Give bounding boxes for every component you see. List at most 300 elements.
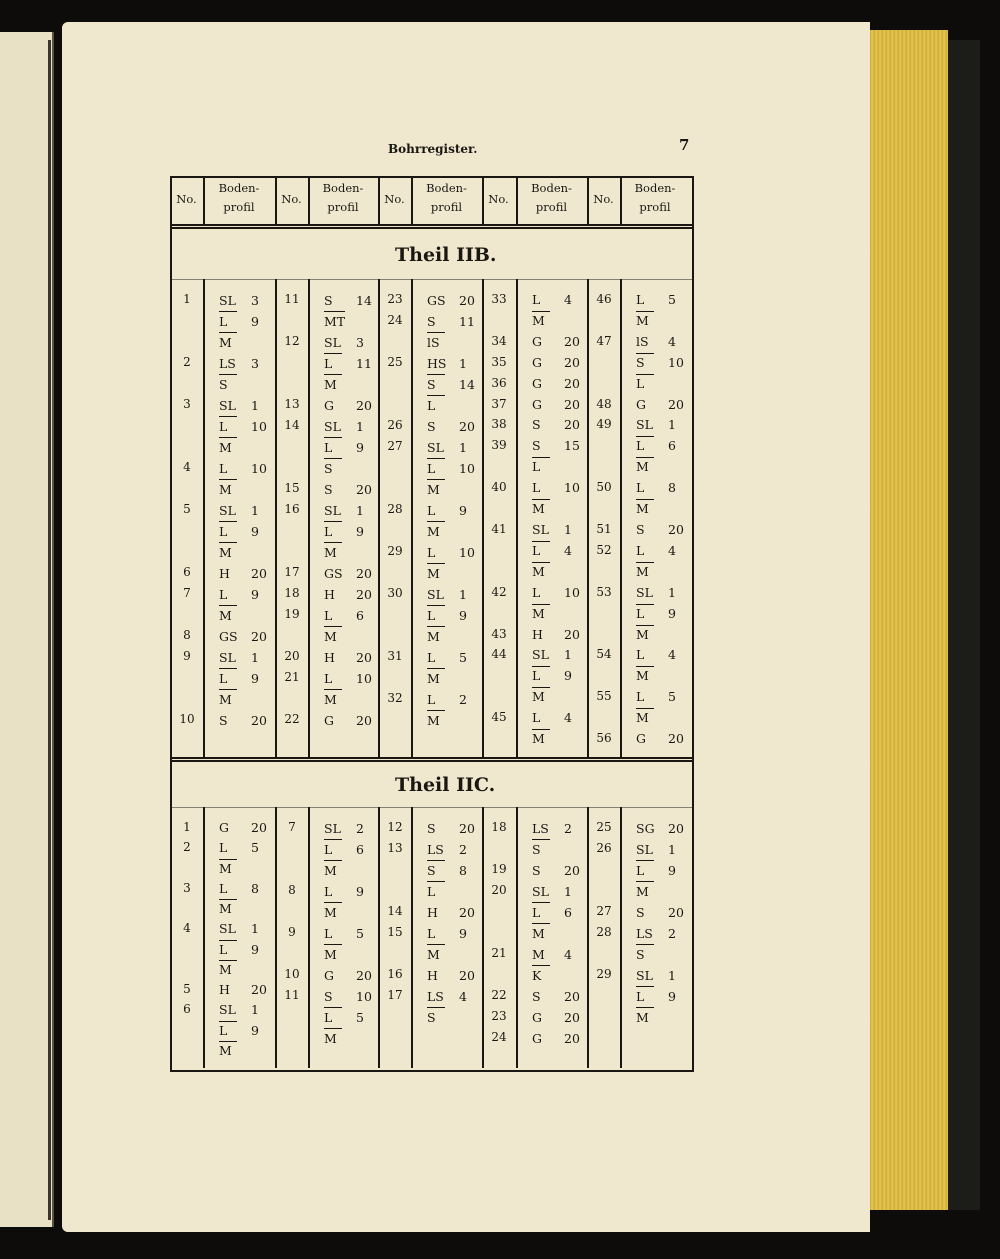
layer-soil-type: SL: [636, 968, 653, 983]
layer-depth: 1: [251, 398, 259, 413]
layer-soil-type: M: [427, 563, 445, 583]
entry-number: 21: [491, 946, 507, 960]
profile-layer: [219, 584, 259, 605]
layer-soil-type: G: [324, 398, 334, 413]
profile-layer: [636, 499, 676, 520]
profile-layer: [219, 626, 267, 647]
layer-soil-type: SL: [324, 419, 341, 434]
layer-depth: 5: [459, 650, 467, 665]
layer-soil-type: SL: [219, 293, 236, 308]
profile-layer: [532, 625, 580, 646]
column-header-profil-line-1: Boden-: [426, 181, 467, 195]
profile-layer: [532, 353, 580, 374]
entry-number: 43: [491, 626, 507, 641]
layer-soil-type: SL: [427, 440, 444, 455]
profile-layer: [219, 479, 267, 500]
layer-soil-type: L: [532, 902, 550, 922]
soil-profile: [427, 923, 467, 965]
soil-profile: [324, 563, 372, 584]
profile-layer: [219, 290, 259, 311]
entry-number: 5: [183, 982, 191, 996]
soil-profile: [532, 645, 572, 708]
entry-number: 3: [183, 880, 191, 895]
layer-soil-type: S: [636, 905, 645, 920]
profile-layer: [427, 332, 475, 353]
layer-depth: 20: [564, 989, 580, 1004]
profile-layer: [324, 668, 372, 689]
profile-layer: [636, 818, 684, 839]
layer-depth: 10: [668, 354, 684, 370]
layer-soil-type: H: [427, 905, 438, 920]
profile-layer: [427, 437, 475, 458]
layer-soil-type: G: [324, 968, 334, 983]
profile-layer: [324, 521, 364, 542]
layer-depth: 20: [251, 629, 267, 644]
column-header-profil-line-1: Boden-: [218, 181, 260, 195]
profile-layer: [324, 818, 364, 839]
layer-soil-type: M: [324, 944, 342, 964]
entry-number: 26: [387, 418, 403, 432]
layer-soil-type: M: [219, 899, 237, 918]
layer-soil-type: L: [219, 880, 228, 896]
layer-depth: 3: [356, 335, 364, 350]
profile-layer: [636, 332, 684, 353]
soil-profile: [219, 626, 267, 647]
layer-soil-type: L: [427, 881, 445, 901]
profile-layer: [636, 923, 676, 944]
layer-soil-type: SL: [532, 647, 549, 663]
entry-number: 20: [491, 883, 507, 897]
layer-depth: 3: [251, 293, 259, 308]
entry-number: 23: [491, 1009, 507, 1023]
layer-soil-type: G: [532, 1010, 542, 1025]
layer-depth: 6: [668, 438, 676, 454]
layer-soil-type: SL: [219, 921, 236, 937]
profile-layer: [324, 689, 372, 710]
layer-soil-type: S: [219, 374, 237, 394]
entry-number: 46: [596, 292, 612, 306]
layer-soil-type: M: [427, 668, 445, 688]
layer-soil-type: M: [532, 499, 550, 519]
profile-layer: [636, 881, 676, 902]
layer-depth: 1: [564, 522, 572, 537]
profile-layer: [532, 311, 572, 332]
profile-layer: [427, 860, 467, 881]
profile-layer: [219, 395, 267, 416]
profile-layer: [427, 881, 467, 902]
soil-profile: [324, 881, 364, 923]
profile-layer: [427, 374, 475, 395]
layer-soil-type: M: [532, 923, 550, 943]
soil-profile: [324, 416, 364, 479]
layer-soil-type: SL: [532, 522, 549, 537]
layer-depth: 6: [564, 905, 572, 920]
soil-profile: [219, 647, 259, 710]
layer-depth: 20: [459, 968, 475, 983]
layer-depth: 9: [668, 863, 676, 878]
profile-layer: [219, 437, 267, 458]
profile-layer: [324, 563, 372, 584]
soil-profile: [532, 881, 572, 944]
profile-layer: [532, 729, 572, 750]
soil-profile: [532, 478, 580, 520]
soil-profile: [219, 584, 259, 626]
profile-layer: [219, 689, 259, 710]
layer-soil-type: H: [427, 968, 438, 983]
entry-number: 24: [491, 1030, 507, 1044]
soil-profile: [532, 395, 580, 416]
layer-soil-type: L: [532, 457, 550, 477]
layer-soil-type: G: [219, 820, 229, 835]
layer-soil-type: M: [427, 944, 445, 964]
layer-depth: 2: [356, 821, 364, 836]
profile-layer: [532, 986, 580, 1007]
soil-profile: [324, 395, 372, 416]
profile-layer: [219, 416, 267, 437]
layer-depth: 1: [251, 503, 259, 518]
soil-profile: [532, 860, 580, 881]
profile-layer: [636, 436, 676, 457]
layer-soil-type: L: [636, 986, 654, 1006]
profile-layer: [324, 353, 372, 374]
profile-layer: [427, 986, 467, 1007]
soil-profile: [324, 500, 364, 563]
layer-depth: 20: [668, 905, 684, 920]
layer-depth: 20: [459, 905, 475, 920]
profile-layer: [636, 562, 676, 583]
profile-layer: [532, 541, 572, 562]
layer-depth: 20: [564, 396, 580, 412]
layer-depth: 5: [251, 840, 259, 856]
layer-soil-type: S: [427, 860, 445, 880]
layer-soil-type: M: [219, 479, 237, 499]
layer-soil-type: M: [636, 625, 654, 645]
layer-soil-type: M: [636, 1007, 654, 1027]
profile-layer: [532, 666, 572, 687]
layer-depth: 6: [356, 842, 364, 857]
entry-number: 2: [183, 355, 191, 369]
profile-layer: [427, 500, 467, 521]
soil-profile: [427, 584, 467, 647]
entry-number: 19: [284, 607, 300, 621]
profile-layer: [427, 416, 475, 437]
entry-number: 1: [183, 820, 191, 834]
profile-layer: [636, 860, 676, 881]
entry-number: 48: [596, 396, 612, 411]
profile-layer: [532, 332, 580, 353]
profile-layer: [219, 458, 267, 479]
column-header-no: No.: [176, 192, 197, 206]
layer-depth: 20: [356, 650, 372, 665]
layer-depth: 5: [356, 926, 364, 941]
layer-soil-type: M: [219, 859, 237, 878]
profile-layer: [324, 584, 372, 605]
layer-depth: 11: [459, 314, 475, 329]
layer-soil-type: L: [219, 461, 228, 476]
soil-profile: [636, 687, 676, 729]
layer-soil-type: S: [324, 482, 333, 497]
layer-depth: 20: [251, 713, 267, 728]
layer-depth: 9: [459, 926, 467, 941]
profile-layer: [324, 395, 372, 416]
profile-layer: [324, 860, 364, 881]
layer-soil-type: G: [532, 354, 542, 370]
layer-soil-type: SL: [636, 417, 653, 433]
profile-layer: [427, 542, 475, 563]
layer-depth: 1: [356, 503, 364, 518]
soil-profile: [636, 645, 676, 687]
layer-soil-type: M: [636, 457, 654, 477]
entry-number: 5: [183, 502, 191, 516]
layer-depth: 8: [668, 480, 676, 496]
layer-soil-type: LS: [532, 821, 549, 836]
layer-soil-type: M: [636, 666, 654, 686]
soil-profile: [532, 353, 580, 374]
profile-layer: [324, 710, 372, 731]
layer-soil-type: S: [324, 458, 342, 478]
entry-number: 6: [183, 1002, 191, 1017]
layer-soil-type: L: [636, 647, 645, 663]
layer-soil-type: L: [427, 458, 445, 478]
layer-soil-type: L: [532, 710, 541, 726]
entry-number: 22: [284, 712, 300, 726]
section-title: Theil IIC.: [395, 774, 496, 796]
layer-soil-type: L: [219, 587, 228, 602]
column-divider: [411, 807, 413, 1068]
layer-soil-type: S: [427, 374, 445, 394]
soil-profile: [324, 647, 372, 668]
layer-soil-type: M: [427, 521, 445, 541]
layer-depth: 1: [564, 647, 572, 663]
column-header-no: No.: [384, 192, 405, 206]
profile-layer: [636, 415, 676, 436]
entry-number: 7: [183, 586, 191, 600]
profile-layer: [219, 859, 259, 879]
layer-soil-type: S: [427, 821, 436, 836]
layer-soil-type: SL: [427, 587, 444, 602]
layer-soil-type: H: [532, 626, 543, 642]
layer-depth: 20: [668, 396, 684, 412]
layer-depth: 1: [251, 650, 259, 665]
gilded-page-edges: [870, 30, 948, 1210]
layer-soil-type: L: [636, 689, 645, 705]
layer-depth: 9: [251, 314, 259, 329]
profile-layer: [219, 818, 267, 838]
soil-profile: [636, 478, 676, 520]
entry-number: 29: [387, 544, 403, 558]
column-header-no: No.: [281, 192, 302, 206]
layer-depth: 4: [564, 710, 572, 726]
entry-number: 24: [387, 313, 403, 327]
profile-layer: [427, 818, 475, 839]
layer-soil-type: lS: [636, 333, 649, 349]
layer-soil-type: M: [324, 902, 342, 922]
layer-depth: 1: [459, 356, 467, 371]
layer-depth: 20: [459, 419, 475, 434]
soil-profile: [427, 290, 475, 311]
layer-depth: 4: [564, 542, 572, 558]
profile-layer: [324, 965, 372, 986]
layer-depth: 9: [668, 605, 676, 621]
layer-soil-type: M: [532, 604, 550, 624]
layer-soil-type: M: [636, 562, 654, 582]
entry-number: 9: [288, 925, 296, 939]
soil-profile: [636, 583, 676, 646]
layer-soil-type: H: [219, 982, 230, 997]
layer-depth: 10: [564, 584, 580, 600]
layer-soil-type: M: [636, 499, 654, 519]
entry-number: 33: [491, 292, 507, 306]
column-divider: [308, 279, 310, 757]
entry-number: 19: [491, 862, 507, 876]
column-header-profil: [308, 179, 378, 217]
layer-depth: 1: [356, 419, 364, 434]
layer-soil-type: M: [636, 311, 654, 331]
layer-soil-type: L: [324, 608, 333, 623]
profile-layer: [532, 839, 572, 860]
column-header-no: No.: [488, 192, 509, 206]
profile-layer: [427, 395, 475, 416]
layer-depth: 4: [564, 947, 572, 962]
layer-soil-type: S: [324, 989, 333, 1004]
soil-profile: [219, 395, 267, 458]
layer-soil-type: L: [532, 541, 550, 561]
layer-depth: 9: [356, 440, 364, 455]
soil-profile: [324, 605, 364, 647]
layer-soil-type: L: [636, 480, 645, 496]
entry-number: 51: [596, 522, 612, 536]
layer-depth: 9: [356, 524, 364, 539]
entry-number: 38: [491, 417, 507, 432]
layer-depth: 20: [564, 1010, 580, 1025]
profile-layer: [427, 668, 467, 689]
layer-soil-type: SL: [324, 335, 341, 350]
soil-profile: [636, 415, 676, 478]
profile-layer: [324, 986, 372, 1007]
layer-depth: 2: [459, 692, 467, 707]
profile-layer: [219, 1021, 259, 1041]
soil-profile: [427, 986, 467, 1028]
profile-layer: [219, 332, 259, 353]
soil-profile: [636, 818, 684, 839]
column-header-profil-line-2: profil: [430, 200, 463, 214]
profile-layer: [532, 583, 580, 604]
profile-layer: [427, 965, 475, 986]
layer-depth: 11: [356, 356, 372, 371]
entry-number: 18: [284, 586, 300, 600]
profile-layer: [324, 902, 364, 923]
layer-depth: 20: [459, 821, 475, 836]
entry-number: 23: [387, 292, 403, 306]
layer-depth: 20: [356, 566, 372, 581]
soil-profile: [219, 879, 259, 920]
profile-layer: [324, 416, 364, 437]
layer-depth: 5: [356, 1010, 364, 1025]
profile-layer: [324, 542, 364, 563]
layer-soil-type: M: [532, 311, 550, 331]
entry-number: 35: [491, 354, 507, 369]
entry-number: 27: [387, 439, 403, 453]
layer-depth: 10: [356, 989, 372, 1004]
layer-depth: 20: [668, 731, 684, 747]
layer-soil-type: G: [324, 713, 334, 728]
soil-profile: [427, 689, 467, 731]
layer-soil-type: S: [532, 989, 541, 1004]
layer-soil-type: M: [219, 332, 237, 352]
layer-soil-type: LS: [427, 989, 444, 1004]
layer-soil-type: M: [324, 689, 342, 709]
layer-depth: 20: [459, 293, 475, 308]
layer-depth: 1: [668, 584, 676, 600]
soil-profile: [532, 332, 580, 353]
soil-profile: [427, 902, 475, 923]
profile-layer: [532, 687, 572, 708]
layer-depth: 2: [459, 842, 467, 857]
layer-soil-type: L: [636, 860, 654, 880]
column-divider: [275, 279, 277, 757]
profile-layer: [219, 960, 259, 980]
layer-depth: 20: [564, 1031, 580, 1046]
layer-depth: 1: [251, 921, 259, 937]
layer-soil-type: SL: [219, 650, 236, 665]
column-divider: [587, 279, 589, 757]
layer-soil-type: G: [636, 396, 646, 412]
soil-profile: [219, 353, 259, 395]
profile-layer: [219, 1000, 259, 1020]
profile-layer: [636, 687, 676, 708]
profile-layer: [427, 353, 475, 374]
column-header-no: No.: [593, 192, 614, 206]
layer-depth: 1: [459, 440, 467, 455]
soil-profile: [532, 290, 572, 332]
soil-profile: [427, 353, 475, 416]
entry-number: 31: [387, 649, 403, 663]
entry-number: 49: [596, 417, 612, 432]
layer-depth: 9: [251, 587, 259, 602]
layer-soil-type: SL: [532, 884, 549, 899]
layer-soil-type: L: [427, 650, 436, 665]
layer-soil-type: L: [636, 292, 645, 307]
entry-number: 37: [491, 396, 507, 411]
layer-depth: 4: [668, 333, 676, 349]
layer-soil-type: H: [324, 650, 335, 665]
soil-profile: [427, 839, 467, 902]
profile-layer: [636, 1007, 676, 1028]
entry-number: 50: [596, 480, 612, 495]
entry-number: 18: [491, 820, 507, 834]
profile-layer: [324, 458, 364, 479]
layer-soil-type: S: [636, 353, 654, 373]
profile-layer: [219, 311, 259, 332]
entry-number: 54: [596, 647, 612, 662]
layer-soil-type: S: [532, 438, 541, 454]
soil-profile: [532, 986, 580, 1007]
layer-soil-type: M: [324, 374, 342, 394]
soil-profile: [636, 902, 684, 923]
layer-depth: 20: [668, 522, 684, 537]
profile-layer: [427, 944, 467, 965]
layer-depth: 3: [251, 356, 259, 371]
layer-soil-type: L: [324, 1007, 342, 1027]
profile-layer: [532, 478, 580, 499]
layer-soil-type: GS: [324, 566, 343, 581]
entry-number: 45: [491, 710, 507, 725]
profile-layer: [427, 1007, 467, 1028]
profile-layer: [219, 353, 259, 374]
layer-soil-type: L: [219, 668, 237, 688]
entry-number: 4: [183, 460, 191, 474]
layer-soil-type: L: [636, 604, 654, 624]
